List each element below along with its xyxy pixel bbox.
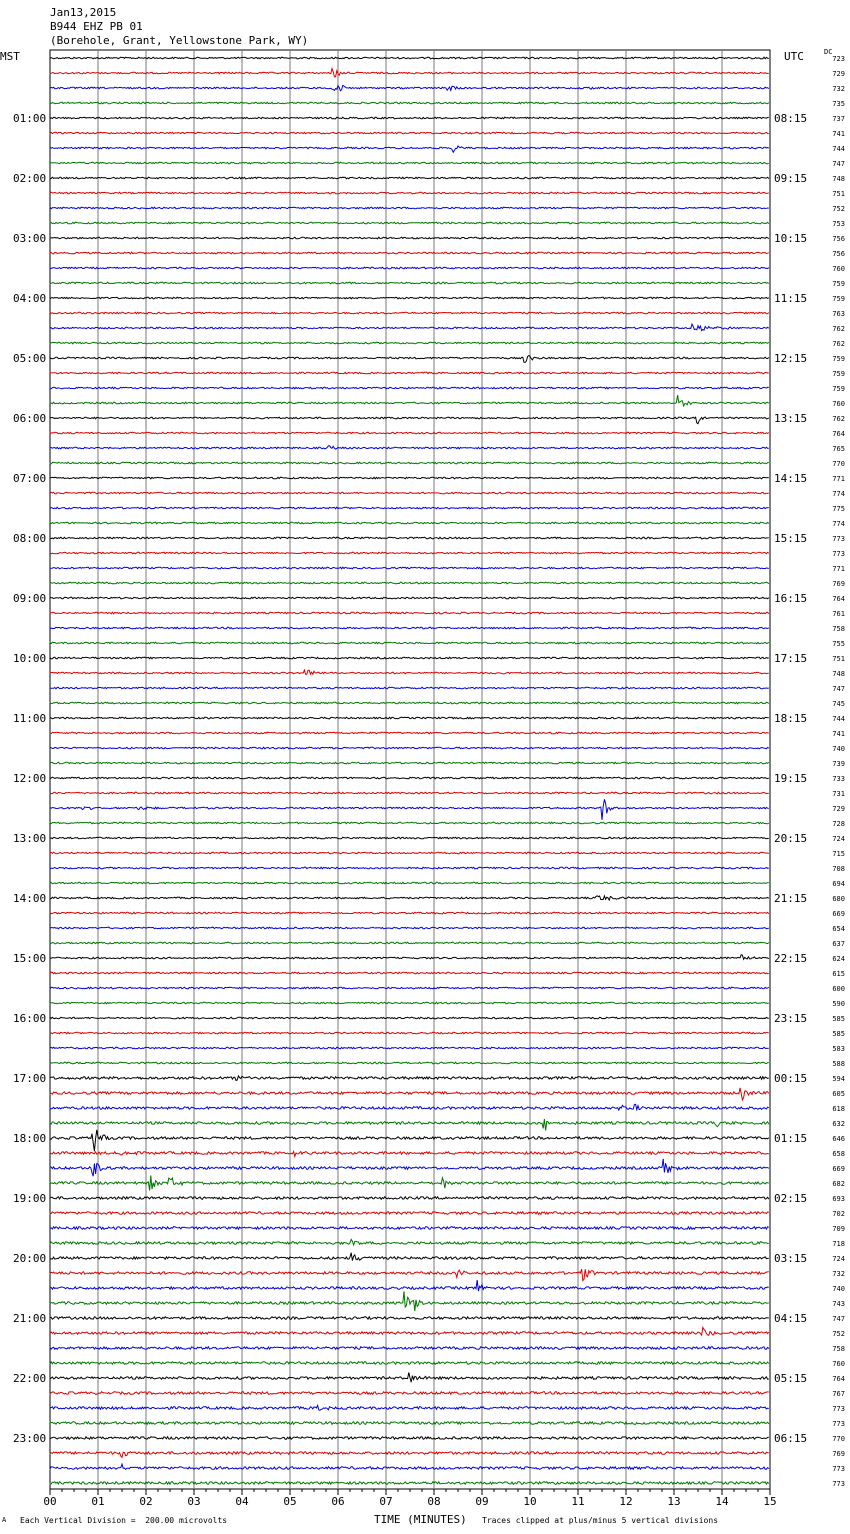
mst-hour-label: 11:00 — [13, 712, 47, 725]
trace-line — [50, 702, 769, 704]
trace-line — [50, 282, 769, 284]
trace-line — [50, 670, 769, 674]
trace-line — [50, 597, 769, 599]
trace-line — [50, 896, 769, 900]
trace-line — [50, 1088, 769, 1100]
dc-offset-label: 590 — [832, 1000, 845, 1008]
dc-offset-label: 759 — [832, 370, 845, 378]
utc-hour-label: 17:15 — [774, 652, 808, 665]
trace-line — [50, 747, 769, 749]
dc-offset-label: 764 — [832, 430, 845, 438]
dc-offset-label: 759 — [832, 355, 845, 363]
dc-offset-label: 773 — [832, 1405, 845, 1413]
trace-line — [50, 1347, 769, 1350]
x-tick-label: 14 — [715, 1495, 729, 1508]
utc-hour-label: 21:15 — [774, 892, 808, 905]
trace-line — [50, 1017, 769, 1019]
trace-line — [50, 1482, 769, 1485]
trace-line — [50, 492, 769, 494]
dc-offset-label: 747 — [832, 1315, 845, 1323]
trace-line — [50, 732, 769, 734]
trace-line — [50, 507, 769, 509]
trace-line — [50, 552, 769, 554]
trace-line — [50, 1002, 769, 1004]
mst-hour-label: 15:00 — [13, 952, 47, 965]
dc-offset-label: 646 — [832, 1135, 845, 1143]
trace-line — [50, 955, 769, 960]
dc-offset-label: 615 — [832, 970, 845, 978]
dc-offset-label: 708 — [832, 865, 845, 873]
trace-line — [50, 687, 769, 689]
dc-offset-label: 747 — [832, 160, 845, 168]
dc-offset-label: 763 — [832, 310, 845, 318]
trace-line — [50, 372, 769, 374]
dc-offset-label: 594 — [832, 1075, 845, 1083]
trace-line — [50, 297, 769, 299]
dc-offset-label: 740 — [832, 1285, 845, 1293]
x-tick-label: 12 — [619, 1495, 633, 1508]
trace-line — [50, 1047, 769, 1049]
dc-offset-label: 752 — [832, 1330, 845, 1338]
utc-hour-label: 04:15 — [774, 1312, 808, 1325]
mst-hour-label: 09:00 — [13, 592, 47, 605]
trace-line — [50, 882, 769, 884]
dc-offset-label: 756 — [832, 235, 845, 243]
mst-hour-label: 21:00 — [13, 1312, 47, 1325]
trace-line — [50, 1437, 769, 1440]
dc-offset-label: 585 — [832, 1030, 845, 1038]
mst-hour-label: 06:00 — [13, 412, 47, 425]
x-tick-label: 09 — [475, 1495, 489, 1508]
mst-hour-label: 14:00 — [13, 892, 47, 905]
mst-hour-label: 20:00 — [13, 1252, 47, 1265]
x-tick-label: 11 — [571, 1495, 585, 1508]
trace-line — [50, 342, 769, 344]
x-tick-label: 13 — [667, 1495, 681, 1508]
dc-offset-label: 770 — [832, 1435, 845, 1443]
mst-hour-label: 19:00 — [13, 1192, 47, 1205]
utc-hour-label: 14:15 — [774, 472, 808, 485]
trace-line — [50, 717, 769, 719]
dc-offset-label: 583 — [832, 1045, 845, 1053]
trace-line — [50, 162, 769, 164]
trace-line — [50, 972, 769, 974]
trace-line — [50, 192, 769, 194]
utc-hour-label: 11:15 — [774, 292, 808, 305]
chart-location: (Borehole, Grant, Yellowstone Park, WY) — [50, 34, 309, 47]
dc-offset-label: 682 — [832, 1180, 845, 1188]
dc-offset-label: 741 — [832, 730, 845, 738]
trace-line — [50, 1176, 769, 1191]
dc-offset-label: 723 — [832, 55, 845, 63]
dc-offset-label: 751 — [832, 655, 845, 663]
dc-offset-label: 751 — [832, 190, 845, 198]
dc-offset-label: 762 — [832, 415, 845, 423]
trace-line — [50, 1362, 769, 1365]
utc-hour-label: 18:15 — [774, 712, 808, 725]
trace-line — [50, 85, 769, 90]
dc-offset-label: 769 — [832, 1450, 845, 1458]
dc-offset-label: 773 — [832, 1465, 845, 1473]
trace-line — [50, 146, 769, 152]
trace-line — [50, 1239, 769, 1245]
trace-line — [50, 1119, 769, 1131]
dc-offset-label: 718 — [832, 1240, 845, 1248]
x-tick-label: 07 — [379, 1495, 393, 1508]
trace-line — [50, 462, 769, 464]
utc-hour-label: 22:15 — [774, 952, 808, 965]
utc-hour-label: 19:15 — [774, 772, 808, 785]
trace-line — [50, 792, 769, 794]
dc-offset-label: 693 — [832, 1195, 845, 1203]
dc-offset-label: 735 — [832, 100, 845, 108]
mst-hour-label: 16:00 — [13, 1012, 47, 1025]
dc-offset-label: 760 — [832, 400, 845, 408]
dc-offset-label: 743 — [832, 1300, 845, 1308]
trace-line — [50, 1317, 769, 1320]
trace-line — [50, 417, 769, 424]
dc-offset-label: 758 — [832, 625, 845, 633]
dc-offset-label: 748 — [832, 670, 845, 678]
mst-hour-label: 04:00 — [13, 292, 47, 305]
trace-line — [50, 1253, 769, 1261]
dc-offset-label: 658 — [832, 1150, 845, 1158]
trace-line — [50, 132, 769, 134]
dc-offset-label: 600 — [832, 985, 845, 993]
dc-offset-label: 764 — [832, 595, 845, 603]
trace-line — [50, 1212, 769, 1215]
dc-offset-label: 724 — [832, 1255, 845, 1263]
trace-line — [50, 1104, 769, 1110]
clip-note: Traces clipped at plus/minus 5 vertical divisions — [482, 1516, 719, 1525]
trace-line — [50, 432, 769, 434]
trace-line — [50, 1269, 769, 1281]
utc-hour-label: 01:15 — [774, 1132, 808, 1145]
x-tick-label: 03 — [187, 1495, 201, 1508]
dc-offset-label: 715 — [832, 850, 845, 858]
dc-offset-label: 775 — [832, 505, 845, 513]
trace-line — [50, 222, 769, 224]
dc-offset-label: 624 — [832, 955, 845, 963]
dc-offset-label: 740 — [832, 745, 845, 753]
trace-line — [50, 252, 769, 254]
dc-offset-label: 759 — [832, 280, 845, 288]
dc-offset-label: 753 — [832, 220, 845, 228]
dc-offset-label: 739 — [832, 760, 845, 768]
trace-line — [50, 642, 769, 644]
chart-date: Jan13,2015 — [50, 6, 117, 19]
mst-hour-label: 12:00 — [13, 772, 47, 785]
trace-line — [50, 942, 769, 944]
trace-line — [50, 395, 769, 406]
trace-line — [50, 582, 769, 584]
dc-offset-label: 752 — [832, 205, 845, 213]
dc-offset-label: 756 — [832, 250, 845, 258]
utc-hour-label: 16:15 — [774, 592, 808, 605]
utc-hour-label: 06:15 — [774, 1432, 808, 1445]
trace-line — [50, 567, 769, 569]
trace-line — [50, 446, 769, 449]
utc-hour-label: 05:15 — [774, 1372, 808, 1385]
x-tick-label: 00 — [43, 1495, 57, 1508]
trace-line — [50, 1159, 769, 1176]
trace-line — [50, 324, 769, 331]
trace-line — [50, 867, 769, 869]
x-tick-label: 06 — [331, 1495, 345, 1508]
dc-offset-label: 760 — [832, 1360, 845, 1368]
mst-hour-label: 07:00 — [13, 472, 47, 485]
dc-offset-label: 761 — [832, 610, 845, 618]
utc-hour-label: 12:15 — [774, 352, 808, 365]
trace-line — [50, 852, 769, 854]
dc-offset-label: 732 — [832, 85, 845, 93]
utc-label: UTC — [784, 50, 804, 63]
x-tick-label: 04 — [235, 1495, 249, 1508]
dc-offset-label: 654 — [832, 925, 845, 933]
trace-line — [50, 356, 769, 363]
mst-hour-label: 01:00 — [13, 112, 47, 125]
trace-line — [50, 1227, 769, 1230]
trace-line — [50, 627, 769, 629]
dc-offset-label: 588 — [832, 1060, 845, 1068]
utc-hour-label: 09:15 — [774, 172, 808, 185]
x-tick-label: 05 — [283, 1495, 297, 1508]
dc-offset-label: 729 — [832, 70, 845, 78]
dc-offset-label: 669 — [832, 910, 845, 918]
dc-offset-label: 774 — [832, 490, 845, 498]
dc-offset-label: 745 — [832, 700, 845, 708]
dc-offset-label: 724 — [832, 835, 845, 843]
dc-offset-label: 770 — [832, 460, 845, 468]
trace-line — [50, 1291, 769, 1311]
trace-line — [50, 1464, 769, 1469]
dc-offset-label: 618 — [832, 1105, 845, 1113]
utc-hour-label: 02:15 — [774, 1192, 808, 1205]
trace-line — [50, 799, 769, 820]
trace-line — [50, 912, 769, 914]
dc-offset-label: 702 — [832, 1210, 845, 1218]
trace-line — [50, 237, 769, 239]
trace-line — [50, 117, 769, 119]
mst-hour-label: 23:00 — [13, 1432, 47, 1445]
dc-offset-label: 737 — [832, 115, 845, 123]
x-tick-label: 08 — [427, 1495, 441, 1508]
dc-offset-label: 771 — [832, 565, 845, 573]
trace-line — [50, 1405, 769, 1410]
dc-offset-label: 637 — [832, 940, 845, 948]
x-tick-label: 02 — [139, 1495, 153, 1508]
x-tick-label: 10 — [523, 1495, 537, 1508]
mst-hour-label: 08:00 — [13, 532, 47, 545]
x-tick-label: 01 — [91, 1495, 105, 1508]
dc-offset-label: 744 — [832, 145, 845, 153]
scale-note: Each Vertical Division = 200.00 microvolts — [20, 1516, 228, 1525]
dc-offset-label: 741 — [832, 130, 845, 138]
mst-label: MST — [0, 50, 20, 63]
trace-line — [50, 312, 769, 314]
utc-hour-label: 23:15 — [774, 1012, 808, 1025]
dc-offset-label: 694 — [832, 880, 845, 888]
dc-offset-label: 769 — [832, 580, 845, 588]
dc-offset-label: 758 — [832, 1345, 845, 1353]
dc-offset-label: 731 — [832, 790, 845, 798]
trace-line — [50, 1130, 769, 1152]
trace-line — [50, 207, 769, 209]
utc-hour-label: 10:15 — [774, 232, 808, 245]
trace-line — [50, 822, 769, 824]
trace-line — [50, 1151, 769, 1156]
trace-line — [50, 537, 769, 539]
dc-offset-label: 728 — [832, 820, 845, 828]
dc-offset-label: 669 — [832, 1165, 845, 1173]
trace-line — [50, 69, 769, 77]
dc-offset-label: 762 — [832, 325, 845, 333]
trace-line — [50, 987, 769, 989]
dc-offset-label: 680 — [832, 895, 845, 903]
trace-line — [50, 177, 769, 179]
dc-offset-label: 760 — [832, 265, 845, 273]
trace-line — [50, 1392, 769, 1395]
utc-hour-label: 13:15 — [774, 412, 808, 425]
trace-line — [50, 1197, 769, 1200]
trace-line — [50, 1327, 769, 1335]
mst-hour-label: 03:00 — [13, 232, 47, 245]
mst-hour-label: 10:00 — [13, 652, 47, 665]
trace-line — [50, 777, 769, 779]
dc-offset-label: 773 — [832, 535, 845, 543]
dc-offset-label: 755 — [832, 640, 845, 648]
mst-hour-label: 13:00 — [13, 832, 47, 845]
utc-hour-label: 00:15 — [774, 1072, 808, 1085]
mst-hour-label: 05:00 — [13, 352, 47, 365]
trace-line — [50, 657, 769, 659]
dc-offset-label: 773 — [832, 1420, 845, 1428]
x-tick-label: 15 — [763, 1495, 777, 1508]
utc-hour-label: 08:15 — [774, 112, 808, 125]
trace-line — [50, 1062, 769, 1064]
trace-line — [50, 927, 769, 929]
trace-line — [50, 837, 769, 839]
dc-offset-label: 747 — [832, 685, 845, 693]
mst-hour-label: 02:00 — [13, 172, 47, 185]
corner-mark: A — [2, 1516, 7, 1524]
x-axis-title: TIME (MINUTES) — [374, 1513, 467, 1526]
dc-offset-label: 632 — [832, 1120, 845, 1128]
dc-offset-label: 748 — [832, 175, 845, 183]
dc-offset-label: 759 — [832, 385, 845, 393]
trace-line — [50, 1452, 769, 1458]
trace-line — [50, 57, 769, 59]
dc-offset-label: 759 — [832, 295, 845, 303]
dc-offset-label: 764 — [832, 1375, 845, 1383]
trace-line — [50, 1076, 769, 1081]
dc-offset-label: 733 — [832, 775, 845, 783]
trace-line — [50, 477, 769, 479]
dc-offset-label: 771 — [832, 475, 845, 483]
dc-offset-label: 732 — [832, 1270, 845, 1278]
trace-line — [50, 1280, 769, 1291]
dc-offset-label: 773 — [832, 1480, 845, 1488]
trace-line — [50, 102, 769, 104]
mst-hour-label: 18:00 — [13, 1132, 47, 1145]
dc-offset-label: 585 — [832, 1015, 845, 1023]
utc-hour-label: 15:15 — [774, 532, 808, 545]
mst-hour-label: 17:00 — [13, 1072, 47, 1085]
trace-line — [50, 1032, 769, 1034]
trace-line — [50, 1422, 769, 1425]
trace-line — [50, 387, 769, 389]
mst-hour-label: 22:00 — [13, 1372, 47, 1385]
trace-line — [50, 267, 769, 269]
dc-offset-label: 729 — [832, 805, 845, 813]
dc-offset-label: 767 — [832, 1390, 845, 1398]
chart-station: B944 EHZ PB 01 — [50, 20, 143, 33]
trace-line — [50, 612, 769, 614]
utc-hour-label: 03:15 — [774, 1252, 808, 1265]
dc-offset-label: 765 — [832, 445, 845, 453]
dc-offset-label: 605 — [832, 1090, 845, 1098]
dc-offset-label: 709 — [832, 1225, 845, 1233]
dc-offset-label: 774 — [832, 520, 845, 528]
dc-offset-label: 762 — [832, 340, 845, 348]
utc-hour-label: 20:15 — [774, 832, 808, 845]
dc-offset-label: 744 — [832, 715, 845, 723]
trace-line — [50, 522, 769, 524]
trace-line — [50, 762, 769, 764]
dc-label: DC — [824, 48, 833, 56]
dc-offset-label: 773 — [832, 550, 845, 558]
trace-line — [50, 1373, 769, 1383]
